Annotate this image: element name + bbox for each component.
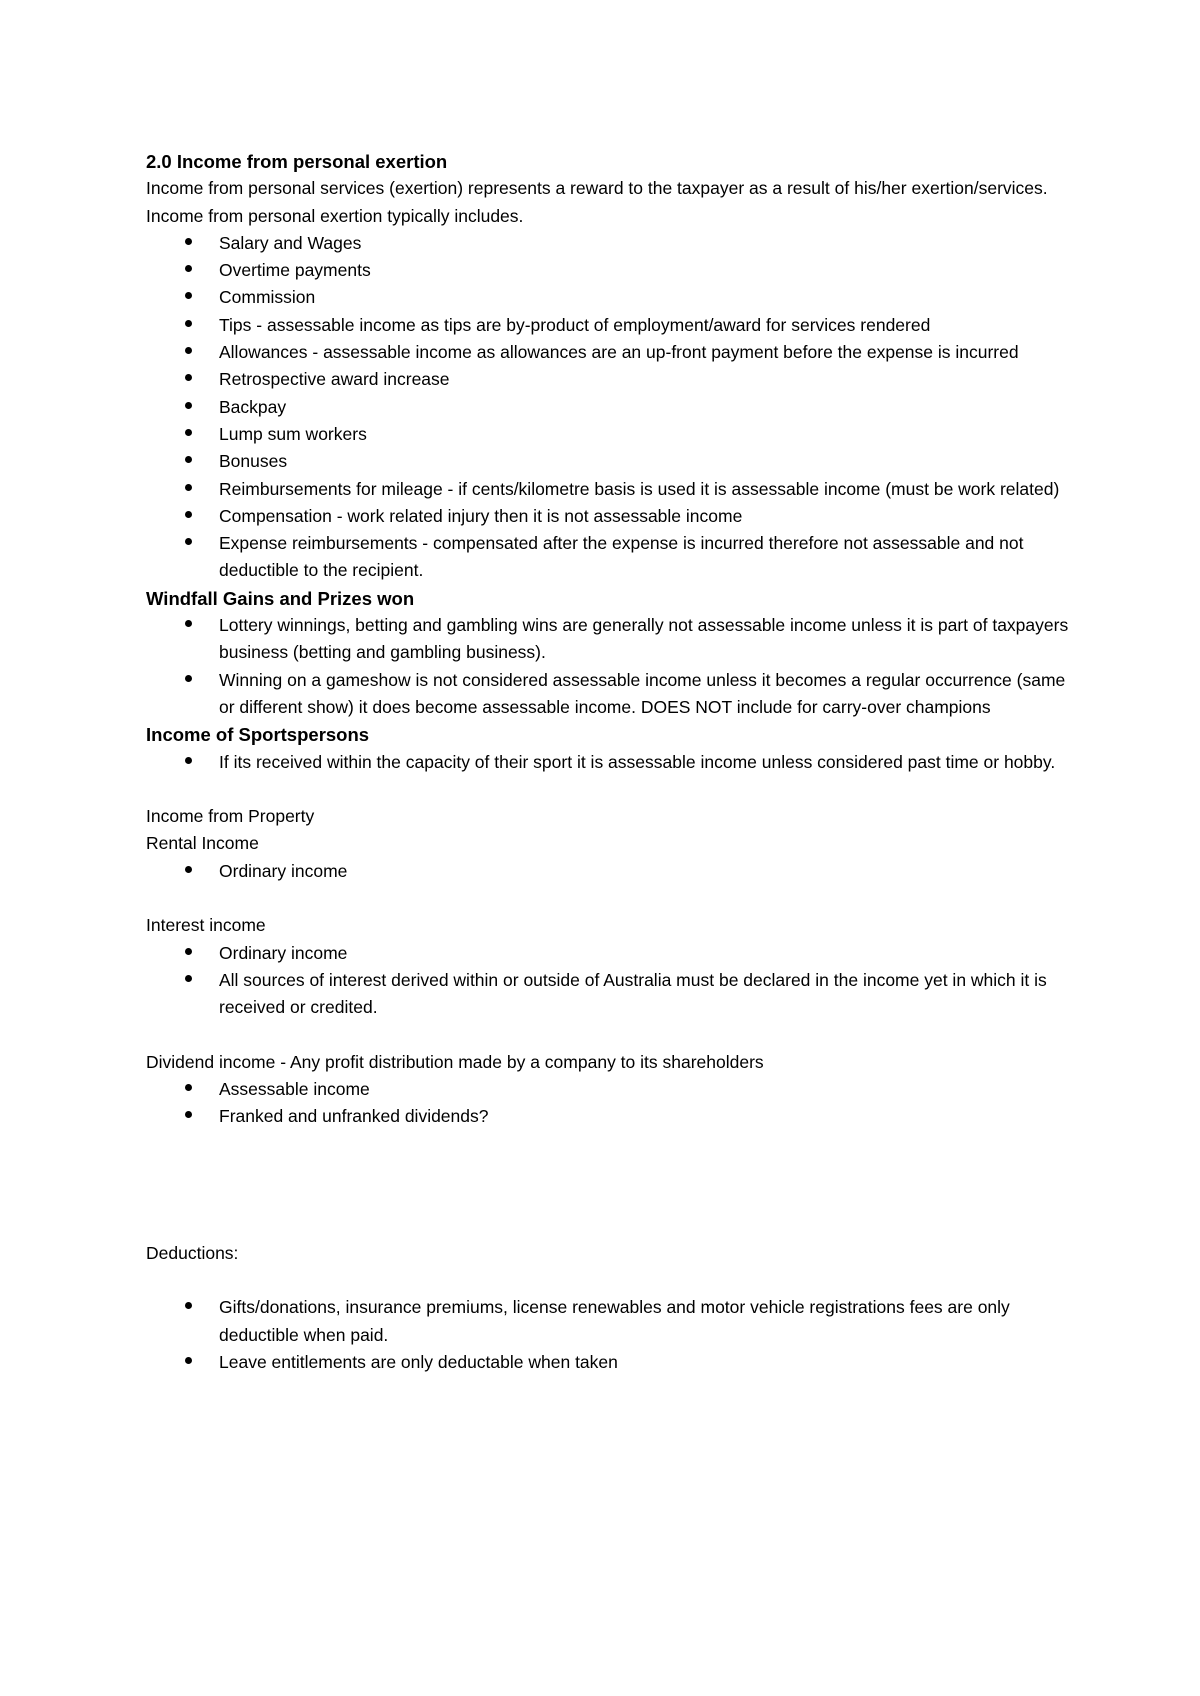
rental-list <box>146 858 1076 885</box>
section-heading-windfall: Windfall Gains and Prizes won <box>146 587 415 609</box>
list-item: Assessable income <box>219 1076 1076 1103</box>
blank-line <box>146 1267 1076 1294</box>
list-item: Allowances - assessable income as allowances are an up-front payment before the expense is incurred <box>219 339 1076 366</box>
blank-line <box>146 885 1076 912</box>
blank-line <box>146 776 1076 803</box>
section-title-deductions: Deductions: <box>146 1242 239 1263</box>
list-item: Lottery winnings, betting and gambling wins are generally not assessable income unless it is part of taxpayers business (betting and gambling business). <box>219 612 1076 667</box>
blank-line <box>146 1158 1076 1185</box>
list-item: Commission <box>219 284 1076 311</box>
list-item: Winning on a gameshow is not considered assessable income unless it becomes a regular occurrence (same or different show) it does become assessable income. DOES NOT include for carry-over champions <box>219 667 1076 722</box>
blank-line <box>146 1185 1076 1212</box>
section-heading-sportspersons: Income of Sportspersons <box>146 724 370 746</box>
dividend-list <box>146 1076 1076 1131</box>
personal-exertion-list <box>146 230 1076 585</box>
list-item: Lump sum workers <box>219 421 1076 448</box>
list-item: Gifts/donations, insurance premiums, license renewables and motor vehicle registrations fees are only deductible when paid. <box>219 1294 1076 1349</box>
section-heading-personal-exertion: 2.0 Income from personal exertion <box>146 151 448 172</box>
section-title-dividend: Dividend income - Any profit distribution made by a company to its shareholders <box>146 1051 764 1072</box>
list-item: Tips - assessable income as tips are by-product of employment/award for services rendered <box>219 312 1076 339</box>
list-item: All sources of interest derived within or outside of Australia must be declared in the income yet in which it is received or credited. <box>219 967 1076 1022</box>
list-item: Overtime payments <box>219 257 1076 284</box>
blank-line <box>146 1213 1076 1240</box>
intro-paragraph: Income from personal services (exertion) represents a reward to the taxpayer as a result of his/her exertion/services. Income from personal exertion typically includes. <box>146 178 1048 226</box>
list-item: Compensation - work related injury then it is not assessable income <box>219 503 1076 530</box>
list-item: If its received within the capacity of their sport it is assessable income unless considered past time or hobby. <box>219 749 1076 776</box>
interest-list <box>146 940 1076 1022</box>
list-item: Expense reimbursements - compensated after the expense is incurred therefore not assessable and not deductible to the recipient. <box>219 530 1076 585</box>
document-page <box>146 148 1076 1376</box>
blank-line <box>146 1022 1076 1049</box>
list-item: Ordinary income <box>219 858 1076 885</box>
sportspersons-list <box>146 749 1076 776</box>
list-item: Franked and unfranked dividends? <box>219 1103 1076 1130</box>
section-title-property: Income from Property <box>146 806 315 827</box>
section-subtitle-rental: Rental Income <box>146 833 259 854</box>
list-item: Ordinary income <box>219 940 1076 967</box>
section-title-interest: Interest income <box>146 915 266 936</box>
deductions-list <box>146 1294 1076 1376</box>
blank-line <box>146 1131 1076 1158</box>
list-item: Bonuses <box>219 448 1076 475</box>
list-item: Leave entitlements are only deductable when taken <box>219 1349 1076 1376</box>
list-item: Backpay <box>219 394 1076 421</box>
list-item: Retrospective award increase <box>219 366 1076 393</box>
windfall-list <box>146 612 1076 721</box>
list-item: Salary and Wages <box>219 230 1076 257</box>
list-item: Reimbursements for mileage - if cents/kilometre basis is used it is assessable income (must be work related) <box>219 476 1076 503</box>
